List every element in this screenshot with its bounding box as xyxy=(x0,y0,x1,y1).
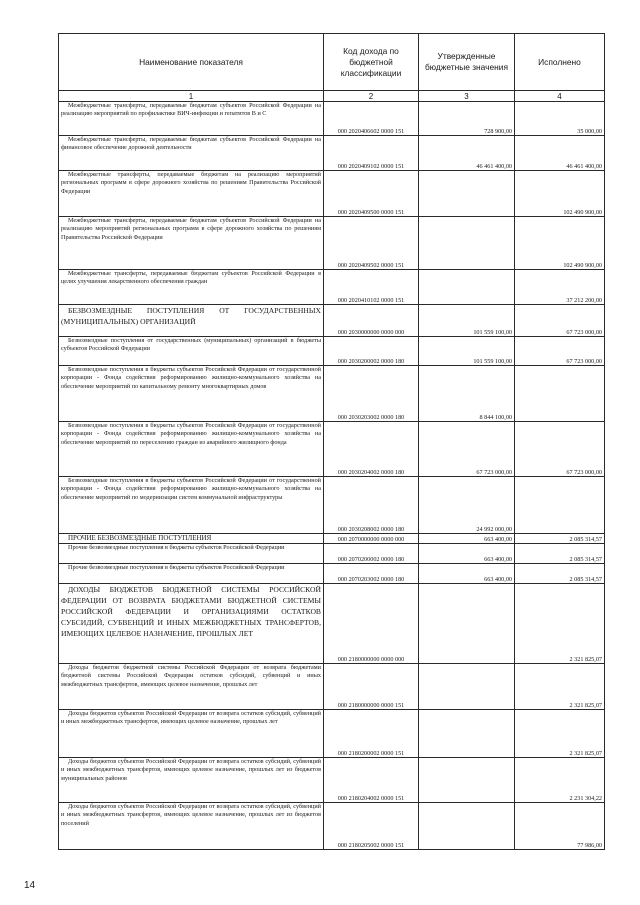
row-approved: 663 400,00 xyxy=(419,544,515,564)
row-approved: 101 559 100,00 xyxy=(419,337,515,366)
row-approved: 728 900,00 xyxy=(419,102,515,136)
row-code: 000 2030203002 0000 180 xyxy=(324,366,419,422)
row-executed: 35 000,00 xyxy=(515,102,605,136)
header-name: Наименование показателя xyxy=(59,34,324,91)
table-row xyxy=(59,217,605,270)
row-name: Доходы бюджетов бюджетной системы Российской Федерации от возврата бюджетами бюджетной системы Российской Федерации остатков субсидий, субвенций и иных межбюджетных трансфертов, имеющих целевое назначение, прошлых лет xyxy=(59,664,324,710)
row-code: 000 2020409500 0000 151 xyxy=(324,171,419,217)
row-executed: 37 212 200,00 xyxy=(515,270,605,305)
row-name: Межбюджетные трансферты, передаваемые бюджетам субъектов Российской Федерации на реализацию мероприятий региональных программ в сфере дорожного хозяйства по решениям Правительства Российской Федерации xyxy=(59,217,324,270)
row-approved xyxy=(419,803,515,850)
row-code: 000 2030208002 0000 180 xyxy=(324,477,419,534)
header-executed: Исполнено xyxy=(515,34,605,91)
row-executed xyxy=(515,477,605,534)
table-row xyxy=(59,758,605,803)
row-code: 000 2030200002 0000 180 xyxy=(324,337,419,366)
column-number: 1 xyxy=(59,91,324,102)
row-code: 000 2030204002 0000 180 xyxy=(324,422,419,477)
row-name: Доходы бюджетов субъектов Российской Федерации от возврата остатков субсидий, субвенций и иных межбюджетных трансфертов, имеющих целевое назначение, прошлых лет xyxy=(59,710,324,758)
header-approved: Утвержденные бюджетные значения xyxy=(419,34,515,91)
table-row xyxy=(59,664,605,710)
table-row xyxy=(59,564,605,584)
table-row xyxy=(59,337,605,366)
table-row xyxy=(59,136,605,171)
header-code: Код дохода по бюджетной классификации xyxy=(324,34,419,91)
row-code: 000 2070203002 0000 180 xyxy=(324,564,419,584)
table-row xyxy=(59,710,605,758)
table-row xyxy=(59,270,605,305)
row-executed: 102 490 900,00 xyxy=(515,171,605,217)
row-code: 000 2180205002 0000 151 xyxy=(324,803,419,850)
row-executed: 77 986,00 xyxy=(515,803,605,850)
row-name: Межбюджетные трансферты, передаваемые бюджетам субъектов Российской Федерации в целях улучшения лекарственного обеспечения граждан xyxy=(59,270,324,305)
row-executed: 2 321 825,07 xyxy=(515,664,605,710)
row-approved: 663 400,00 xyxy=(419,564,515,584)
row-code: 000 2020409502 0000 151 xyxy=(324,217,419,270)
row-code: 000 2180204002 0000 151 xyxy=(324,758,419,803)
row-executed: 67 723 000,00 xyxy=(515,337,605,366)
row-code: 000 2030000000 0000 000 xyxy=(324,305,419,337)
row-name: Доходы бюджетов субъектов Российской Федерации от возврата остатков субсидий, субвенций и иных межбюджетных трансфертов, имеющих целевое назначение, прошлых лет из бюджетов поселений xyxy=(59,803,324,850)
page-number: 14 xyxy=(24,880,36,891)
row-name: Межбюджетные трансферты, передаваемые бюджетам субъектов Российской Федерации на финансовое обеспечение дорожной деятельности xyxy=(59,136,324,171)
row-approved: 67 723 000,00 xyxy=(419,422,515,477)
row-code: 000 2180000000 0000 000 xyxy=(324,584,419,664)
row-approved: 24 992 000,00 xyxy=(419,477,515,534)
table-row xyxy=(59,534,605,544)
row-name: Безвозмездные поступления в бюджеты субъектов Российской Федерации от государственной корпорации - Фонда содействия реформированию жилищно-коммунального хозяйства на обеспечение мероприятий по переселению граждан из аварийного жилищного фонда xyxy=(59,422,324,477)
row-executed: 67 723 000,00 xyxy=(515,305,605,337)
row-executed: 2 085 314,57 xyxy=(515,564,605,584)
column-number: 4 xyxy=(515,91,605,102)
row-approved xyxy=(419,217,515,270)
row-name: Безвозмездные поступления в бюджеты субъектов Российской Федерации от государственной корпорации - Фонда содействия реформированию жилищно-коммунального хозяйства на обеспечение мероприятий по капитальному ремонту многоквартирных домов xyxy=(59,366,324,422)
row-name: Доходы бюджетов субъектов Российской Федерации от возврата остатков субсидий, субвенций и иных межбюджетных трансфертов, имеющих целевое назначение, прошлых лет из бюджетов муниципальных районов xyxy=(59,758,324,803)
table-row xyxy=(59,171,605,217)
row-executed: 46 461 400,00 xyxy=(515,136,605,171)
row-code: 000 2020406602 0000 151 xyxy=(324,102,419,136)
row-name: БЕЗВОЗМЕЗДНЫЕ ПОСТУПЛЕНИЯ ОТ ГОСУДАРСТВЕННЫХ (МУНИЦИПАЛЬНЫХ) ОРГАНИЗАЦИЙ xyxy=(59,305,324,337)
table-row xyxy=(59,102,605,136)
row-executed: 2 231 304,22 xyxy=(515,758,605,803)
row-approved xyxy=(419,758,515,803)
row-executed xyxy=(515,366,605,422)
row-approved xyxy=(419,664,515,710)
row-approved: 101 559 100,00 xyxy=(419,305,515,337)
row-approved xyxy=(419,171,515,217)
row-executed: 2 321 825,07 xyxy=(515,584,605,664)
column-number: 2 xyxy=(324,91,419,102)
table-row xyxy=(59,422,605,477)
row-code: 000 2180000000 0000 151 xyxy=(324,664,419,710)
row-code: 000 2070000000 0000 000 xyxy=(324,534,419,544)
column-number: 3 xyxy=(419,91,515,102)
row-code: 000 2020410102 0000 151 xyxy=(324,270,419,305)
row-code: 000 2020409102 0000 151 xyxy=(324,136,419,171)
row-name: Безвозмездные поступления в бюджеты субъектов Российской Федерации от государственной корпорации - Фонда содействия реформированию жилищно-коммунального хозяйства на обеспечение мероприятий по модернизации систем коммунальной инфраструктуры xyxy=(59,477,324,534)
table-row xyxy=(59,584,605,664)
table-row xyxy=(59,477,605,534)
table-row xyxy=(59,544,605,564)
row-name: Межбюджетные трансферты, передаваемые бюджетам на реализацию мероприятий региональных программ в сфере дорожного хозяйства по решениям Правительства Российской Федерации xyxy=(59,171,324,217)
budget-revenue-table xyxy=(58,33,605,850)
table-row xyxy=(59,305,605,337)
row-approved xyxy=(419,710,515,758)
row-code: 000 2180200002 0000 151 xyxy=(324,710,419,758)
row-executed: 102 490 900,00 xyxy=(515,217,605,270)
table-row xyxy=(59,803,605,850)
row-executed: 2 085 314,57 xyxy=(515,544,605,564)
row-approved: 663 400,00 xyxy=(419,534,515,544)
row-code: 000 2070200002 0000 180 xyxy=(324,544,419,564)
row-approved xyxy=(419,270,515,305)
row-name: ПРОЧИЕ БЕЗВОЗМЕЗДНЫЕ ПОСТУПЛЕНИЯ xyxy=(59,534,324,544)
row-approved xyxy=(419,584,515,664)
row-name: Безвозмездные поступления от государственных (муниципальных) организаций в бюджеты субъектов Российской Федерации xyxy=(59,337,324,366)
row-executed: 67 723 000,00 xyxy=(515,422,605,477)
row-executed: 2 321 825,07 xyxy=(515,710,605,758)
row-name: Межбюджетные трансферты, передаваемые бюджетам субъектов Российской Федерации на реализацию мероприятий по профилактике ВИЧ-инфекции и гепатитов В и С xyxy=(59,102,324,136)
table-header-row xyxy=(59,34,605,91)
row-name: ДОХОДЫ БЮДЖЕТОВ БЮДЖЕТНОЙ СИСТЕМЫ РОССИЙСКОЙ ФЕДЕРАЦИИ ОТ ВОЗВРАТА БЮДЖЕТАМИ БЮДЖЕТНОЙ СИСТЕМЫ РОССИЙСКОЙ ФЕДЕРАЦИИ И ОРГАНИЗАЦИЯМИ ОСТАТКОВ СУБСИДИЙ, СУБВЕНЦИЙ И ИНЫХ МЕЖБЮДЖЕТНЫХ ТРАНСФЕРТОВ, ИМЕЮЩИХ ЦЕЛЕВОЕ НАЗНАЧЕНИЕ, ПРОШЛЫХ ЛЕТ xyxy=(59,584,324,664)
row-name: Прочие безвозмездные поступления в бюджеты субъектов Российской Федерации xyxy=(59,564,324,584)
row-approved: 8 844 100,00 xyxy=(419,366,515,422)
column-number-row xyxy=(59,91,605,102)
table-row xyxy=(59,366,605,422)
row-name: Прочие безвозмездные поступления в бюджеты субъектов Российской Федерации xyxy=(59,544,324,564)
row-approved: 46 461 400,00 xyxy=(419,136,515,171)
row-executed: 2 085 314,57 xyxy=(515,534,605,544)
